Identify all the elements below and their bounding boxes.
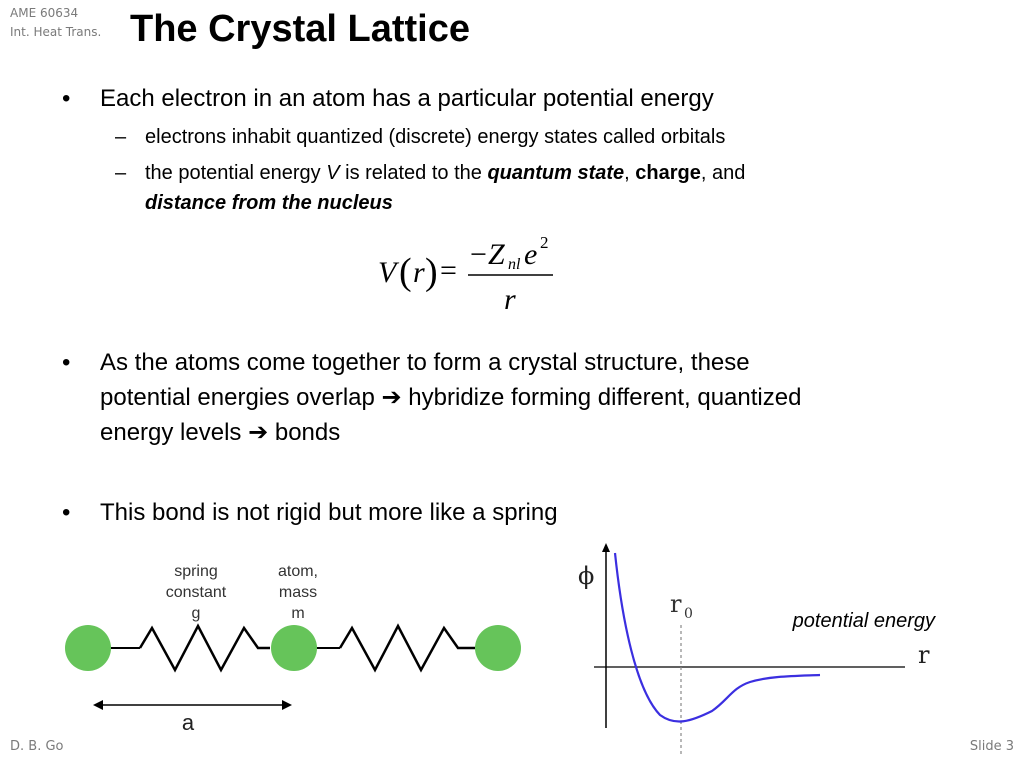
eq-r: r — [413, 256, 425, 289]
arrowhead-left — [93, 700, 103, 710]
course-name: Int. Heat Trans. — [10, 25, 102, 39]
spring-left — [140, 626, 270, 670]
eq-open-paren: ( — [399, 251, 412, 293]
atom-left — [65, 625, 111, 671]
subbullet-dash: – — [115, 126, 127, 148]
bullet-2-line1: As the atoms come together to form a crystal structure, these — [100, 349, 750, 376]
r0-label: r — [670, 590, 682, 618]
eq-subscript-nl: nl — [508, 256, 521, 273]
course-code: AME 60634 — [10, 6, 79, 20]
subbullet-2-mid: is related to the — [339, 162, 488, 184]
spring-diagram — [65, 563, 521, 735]
label-spring-1: spring — [174, 563, 218, 580]
term-quantum-state: quantum state — [487, 162, 625, 184]
atom-middle — [271, 625, 317, 671]
bullet-3-text: This bond is not rigid but more like a spring — [100, 499, 558, 526]
subbullet-1-text: electrons inhabit quantized (discrete) energy states called orbitals — [145, 126, 726, 148]
r0-subscript: 0 — [684, 606, 693, 622]
bullet-2-line3a: energy levels — [100, 419, 249, 446]
label-atom-1: atom, — [277, 563, 319, 580]
subbullet-2-and: , and — [700, 162, 746, 184]
atom-right — [475, 625, 521, 671]
slide-title: The Crystal Lattice — [130, 8, 470, 50]
eq-exponent: 2 — [540, 233, 549, 252]
bullet-dot: • — [62, 349, 71, 376]
arrowhead-right — [282, 700, 292, 710]
eq-equals: = — [440, 254, 457, 287]
bullet-2-line2b: hybridize forming different, quantized — [401, 384, 802, 411]
subbullet-2-pre: the potential energy — [145, 162, 327, 184]
plot-caption: potential energy — [792, 610, 935, 632]
bullet-2-line2a: potential energies overlap — [100, 384, 382, 411]
bullet-2-line3b: bonds — [268, 419, 341, 446]
subbullet-dash: – — [115, 162, 127, 184]
arrow-icon: ➔ — [248, 418, 269, 446]
y-axis-label: ϕ — [578, 562, 595, 590]
label-spring-3: g — [191, 605, 201, 622]
label-atom-3: m — [291, 605, 305, 622]
footer-author: D. B. Go — [10, 739, 64, 754]
label-atom-2: mass — [278, 584, 318, 601]
eq-Z: Z — [488, 238, 505, 271]
potential-curve — [615, 553, 820, 722]
comma: , — [624, 162, 636, 184]
eq-e: e — [524, 238, 538, 271]
bullet-dot: • — [62, 499, 71, 526]
x-axis-label: r — [918, 641, 930, 669]
arrow-icon: ➔ — [381, 383, 402, 411]
spring-right — [340, 626, 475, 670]
eq-minus: − — [470, 238, 487, 271]
y-axis-arrowhead — [602, 543, 610, 552]
term-distance: distance from the nucleus — [145, 192, 393, 214]
eq-denominator: r — [504, 283, 516, 316]
symbol-v: V — [326, 162, 340, 184]
label-spring-2: constant — [165, 584, 227, 601]
bullet-dot: • — [62, 85, 71, 112]
bullet-1-text: Each electron in an atom has a particular potential energy — [100, 85, 714, 112]
label-a: a — [181, 710, 195, 735]
eq-close-paren: ) — [425, 251, 438, 293]
footer-slide-number: Slide 3 — [969, 739, 1014, 754]
eq-V: V — [378, 256, 397, 289]
term-charge: charge — [635, 162, 701, 184]
potential-plot — [578, 543, 936, 755]
